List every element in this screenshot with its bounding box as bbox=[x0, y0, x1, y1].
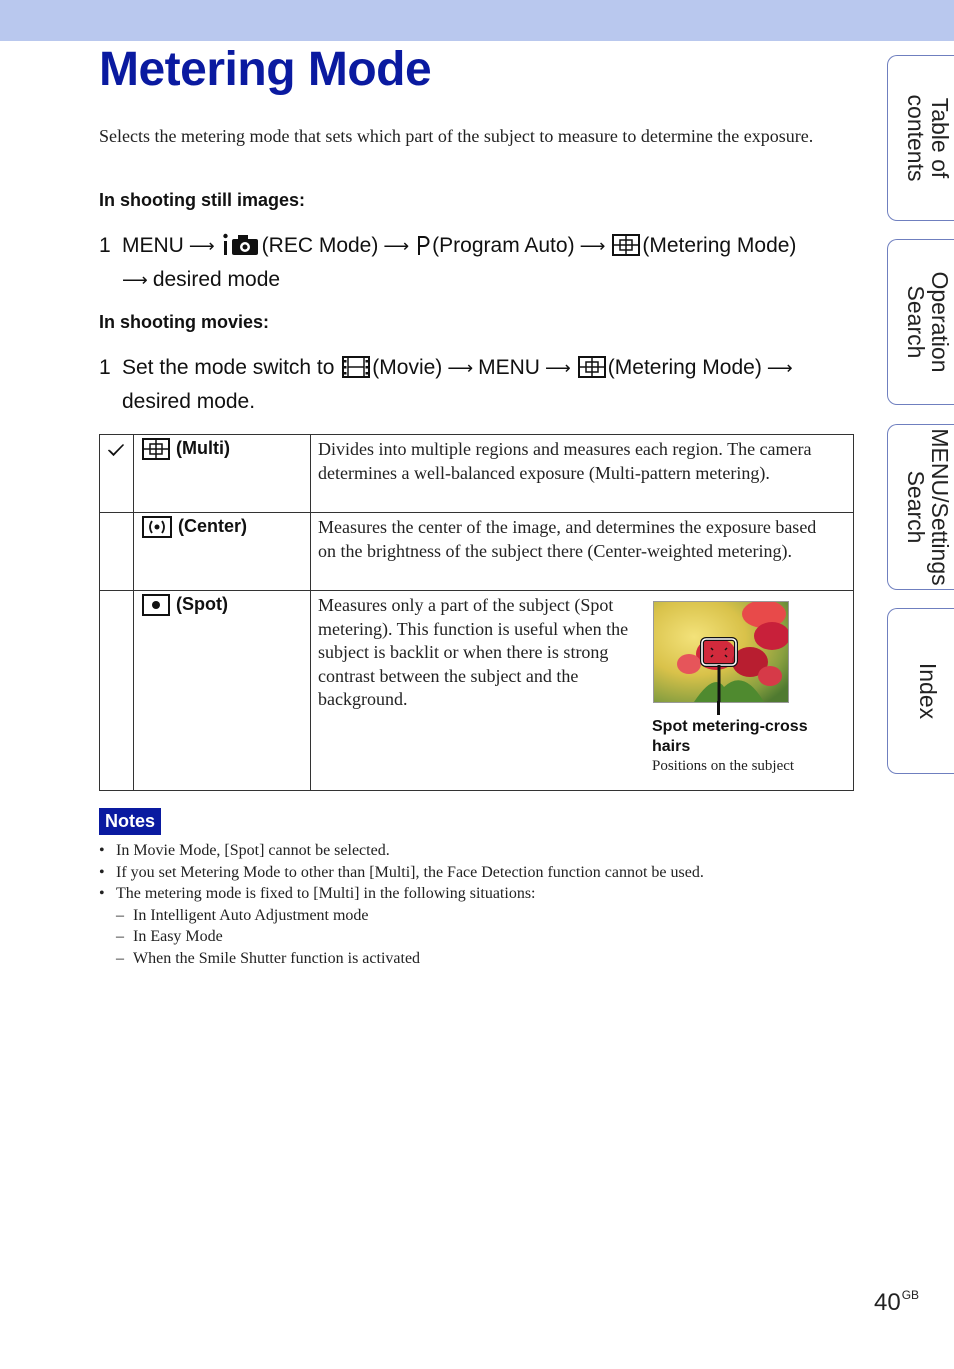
mode-desc-spot: Measures only a part of the subject (Spot metering). This function is useful when the subject is backlit or when there is strong contrast between the subject and the background. bbox=[318, 595, 629, 709]
spot-example-photo bbox=[653, 601, 789, 703]
still-heading: In shooting still images: bbox=[99, 190, 306, 210]
arrow-icon: ⟶ bbox=[766, 358, 793, 378]
menu-label: MENU bbox=[478, 356, 540, 379]
mode-name-cell bbox=[134, 435, 311, 512]
desired-mode-label: desired mode. bbox=[122, 390, 256, 413]
metering-mode-icon bbox=[612, 234, 640, 265]
page-title: Metering Mode bbox=[99, 43, 432, 96]
mode-name-cell bbox=[134, 513, 311, 590]
metering-mode-label: (Metering Mode) bbox=[642, 234, 797, 257]
switch-label: Set the mode switch to bbox=[122, 356, 335, 379]
movie-mode-icon bbox=[342, 356, 370, 387]
arrow-icon: ⟶ bbox=[447, 358, 474, 378]
movie-heading: In shooting movies: bbox=[99, 312, 270, 332]
notes-label: Notes bbox=[99, 808, 161, 835]
intro-text: Selects the metering mode that sets which part of the subject to measure to determine the exposure. bbox=[99, 126, 814, 146]
tab-operation-search[interactable]: Operation Search bbox=[887, 239, 954, 405]
center-metering-icon bbox=[142, 516, 172, 538]
tab-menu-settings-search[interactable]: MENU/Settings Search bbox=[887, 424, 954, 590]
arrow-icon: ⟶ bbox=[579, 236, 606, 256]
movie-step bbox=[99, 353, 859, 417]
arrow-icon: ⟶ bbox=[188, 236, 215, 256]
list-item: • If you set Metering Mode to other than [Multi], the Face Detection function cannot be used. bbox=[99, 863, 704, 881]
arrow-icon: ⟶ bbox=[544, 358, 571, 378]
crosshair-pointer-line bbox=[717, 701, 720, 715]
table-row bbox=[100, 591, 853, 790]
program-auto-label: (Program Auto) bbox=[432, 234, 575, 257]
list-item: • In Movie Mode, [Spot] cannot be selected. bbox=[99, 842, 390, 859]
step-number: 1 bbox=[99, 356, 111, 379]
default-cell bbox=[100, 591, 134, 790]
default-cell bbox=[100, 435, 134, 512]
rec-mode-icon bbox=[222, 232, 260, 265]
mode-desc-cell bbox=[311, 591, 853, 790]
mode-name-cell bbox=[134, 591, 311, 790]
mode-name-multi: (Multi) bbox=[142, 438, 230, 460]
rec-mode-label: (REC Mode) bbox=[261, 234, 379, 257]
tab-table-of-contents[interactable]: Table of contents bbox=[887, 55, 954, 221]
list-item: – In Easy Mode bbox=[116, 928, 223, 945]
default-cell bbox=[100, 513, 134, 590]
tab-index[interactable]: Index bbox=[887, 608, 954, 774]
spot-caption-subtitle: Positions on the subject bbox=[652, 758, 795, 774]
list-item: – When the Smile Shutter function is activated bbox=[116, 949, 421, 967]
notes-list bbox=[99, 840, 859, 969]
top-band bbox=[0, 0, 954, 41]
still-step bbox=[99, 231, 859, 295]
mode-desc-cell bbox=[311, 513, 853, 590]
program-auto-icon bbox=[416, 234, 430, 265]
list-item: – In Intelligent Auto Adjustment mode bbox=[116, 906, 369, 924]
desired-mode-label: desired mode bbox=[152, 268, 281, 291]
arrow-icon: ⟶ bbox=[383, 236, 410, 256]
table-row bbox=[100, 513, 853, 591]
default-check-icon bbox=[107, 443, 125, 457]
metering-mode-icon bbox=[578, 356, 606, 387]
arrow-icon: ⟶ bbox=[122, 270, 148, 290]
menu-label: MENU bbox=[122, 234, 184, 257]
list-item: • The metering mode is fixed to [Multi] in the following situations: bbox=[99, 885, 536, 902]
spot-metering-icon bbox=[142, 594, 170, 616]
table-row bbox=[100, 435, 853, 513]
page-number: $40^{GB}$ bbox=[874, 1288, 920, 1316]
mode-name-center: (Center) bbox=[142, 516, 247, 538]
mode-desc-multi: Divides into multiple regions and measures each region. The camera determines a well-balanced exposure (Multi-pattern metering). bbox=[318, 439, 812, 483]
metering-mode-table bbox=[99, 434, 854, 791]
movie-label: (Movie) bbox=[372, 356, 443, 379]
multi-metering-icon bbox=[142, 438, 170, 460]
step-number: 1 bbox=[99, 234, 111, 257]
mode-desc-center: Measures the center of the image, and determines the exposure based on the brightness of the subject there (Center-weighted metering). bbox=[318, 517, 817, 561]
metering-mode-label: (Metering Mode) bbox=[607, 356, 762, 379]
mode-name-spot: (Spot) bbox=[142, 594, 228, 616]
spot-caption-title: Spot metering-cross hairs bbox=[652, 718, 808, 755]
mode-desc-cell bbox=[311, 435, 853, 512]
